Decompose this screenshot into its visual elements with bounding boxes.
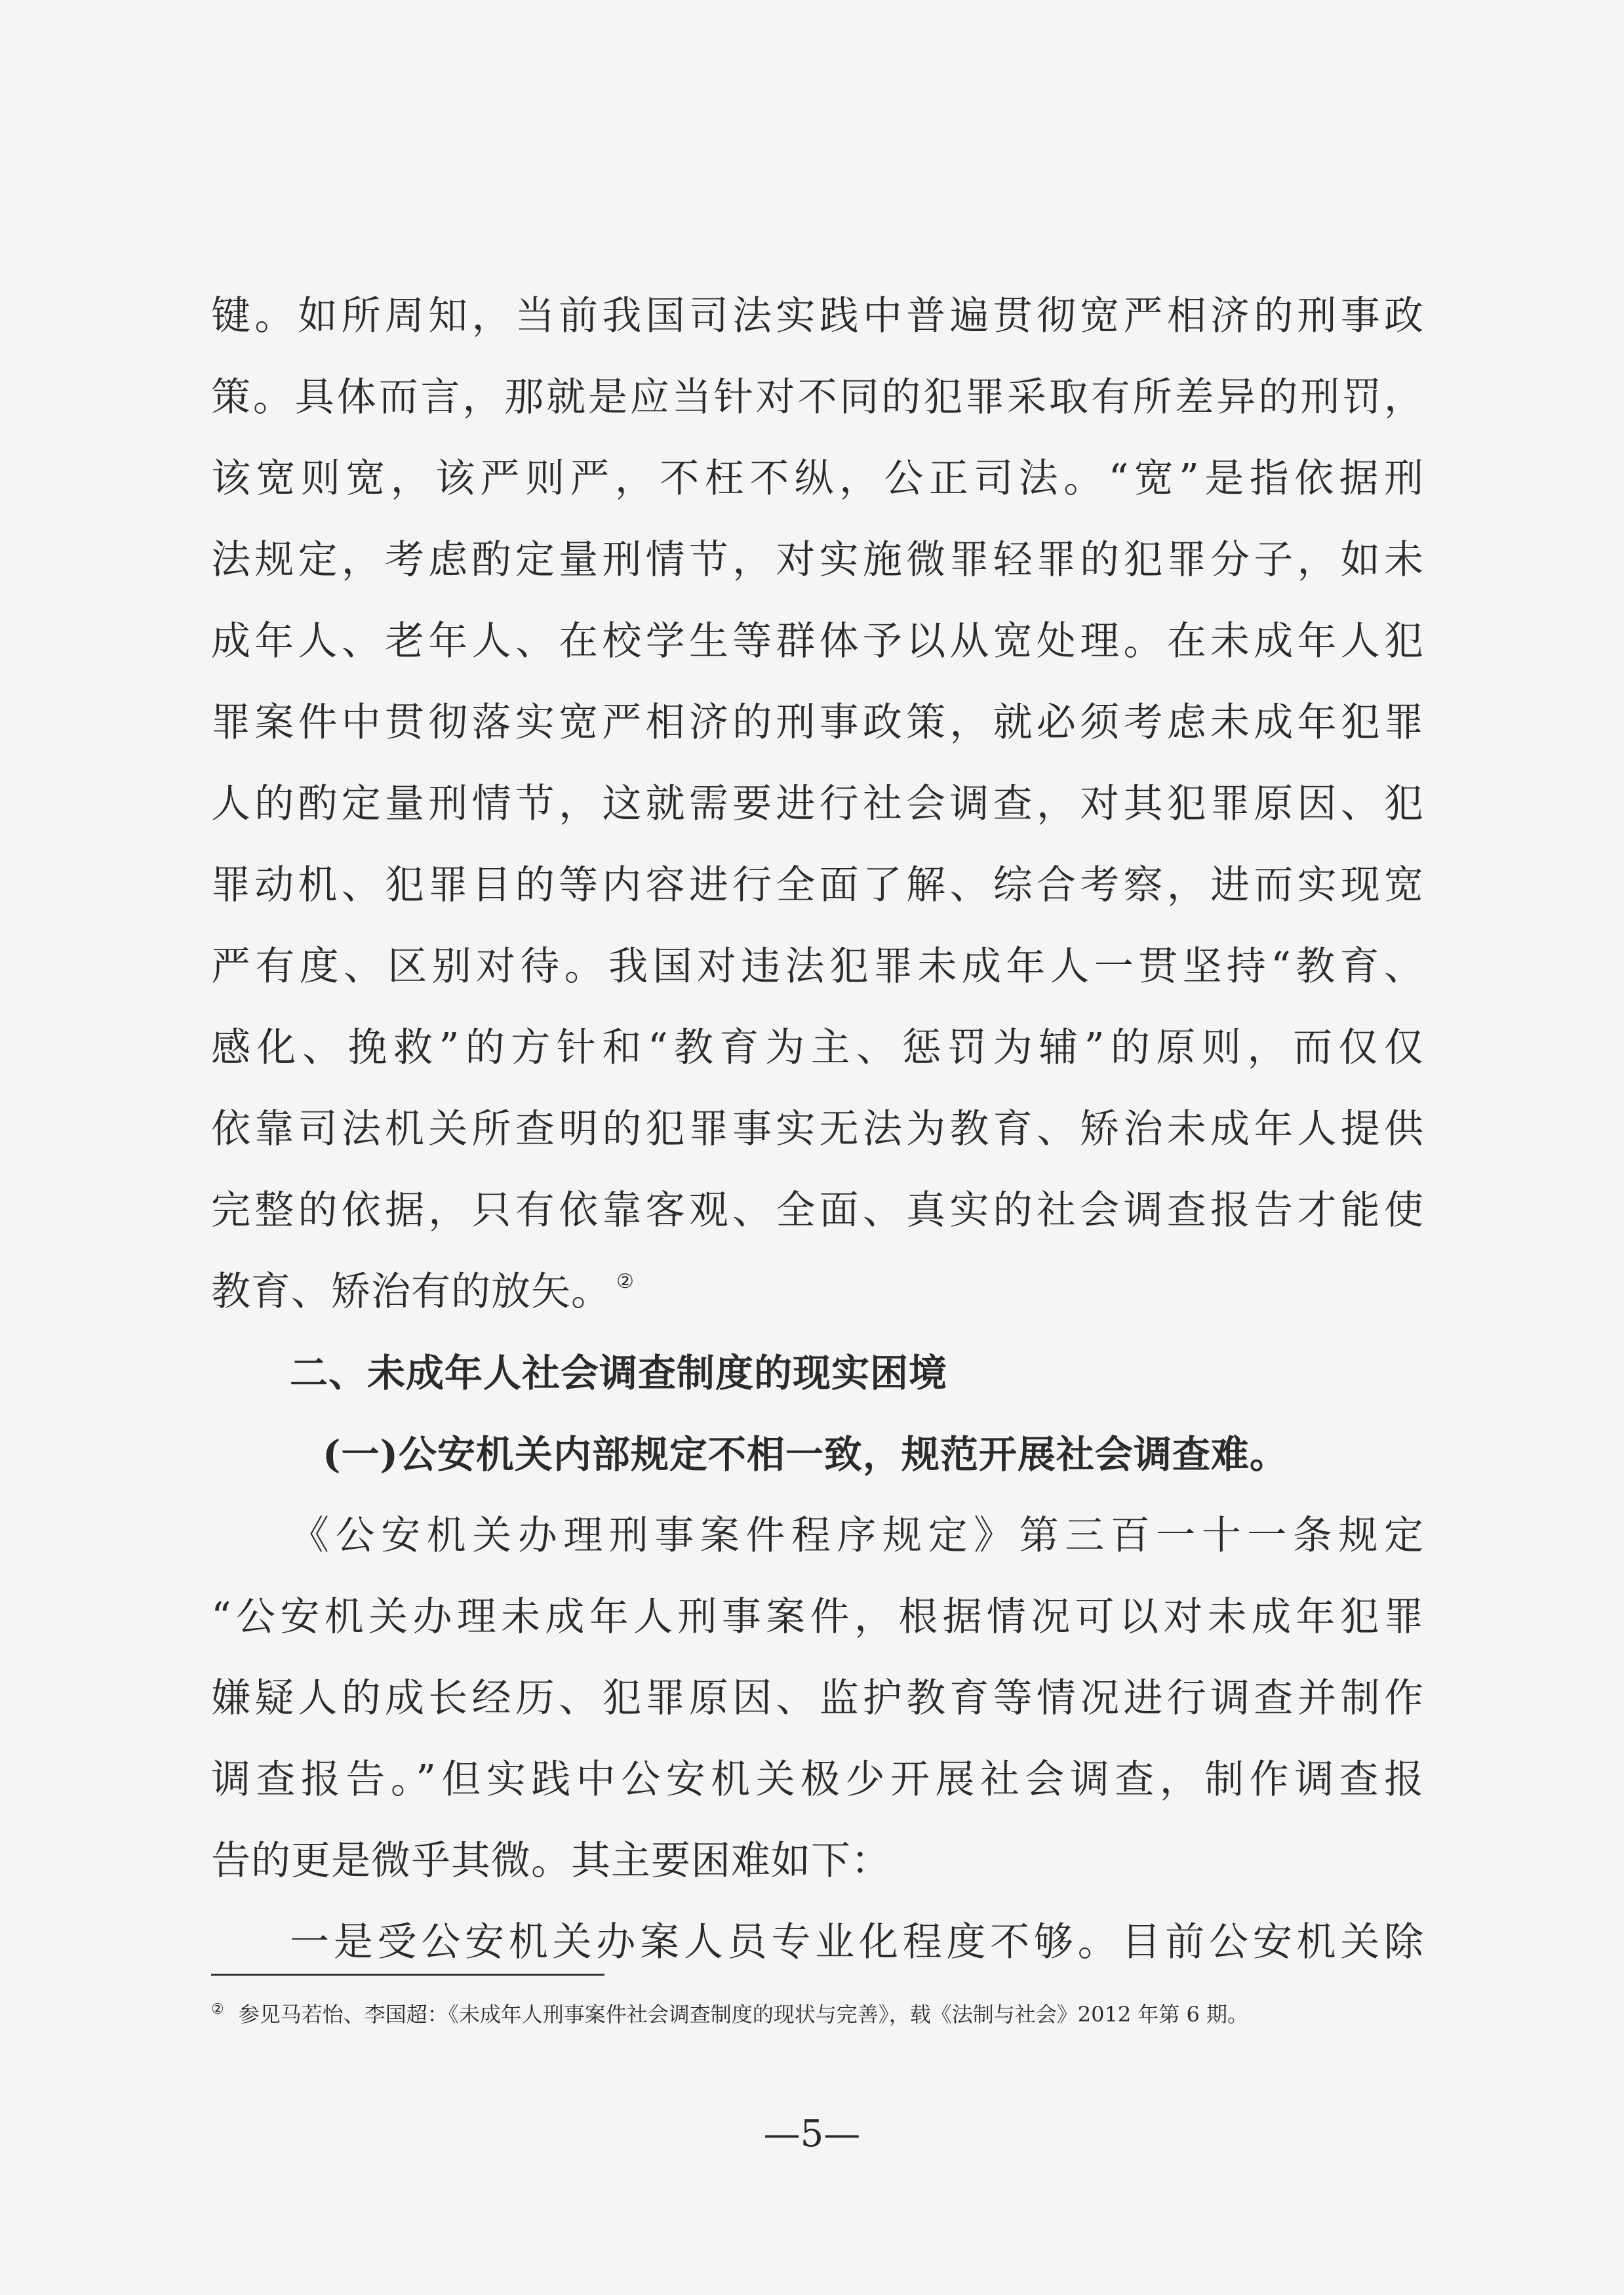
- footnote-reference[interactable]: ②: [616, 1270, 635, 1293]
- text-line: 策。具体而言，那就是应当针对不同的犯罪采取有所差异的刑罚，: [211, 374, 1424, 420]
- text-line: 该宽则宽，该严则严，不枉不纵，公正司法。“宽”是指依据刑: [211, 456, 1424, 502]
- section-heading: 二、未成年人社会调查制度的现实困境: [290, 1351, 948, 1395]
- text-line: 教育、矫治有的放矢。: [211, 1269, 611, 1315]
- text-line: 调查报告。”但实践中公安机关极少开展社会调查，制作调查报: [211, 1757, 1424, 1803]
- text-line: “公安机关办理未成年人刑事案件，根据情况可以对未成年犯罪: [211, 1594, 1424, 1640]
- text-line: 键。如所周知，当前我国司法实践中普遍贯彻宽严相济的刑事政: [211, 293, 1424, 339]
- text-line: 感化、挽救”的方针和“教育为主、惩罚为辅”的原则，而仅仅: [211, 1025, 1424, 1071]
- text-line: 罪动机、犯罪目的等内容进行全面了解、综合考察，进而实现宽: [211, 862, 1424, 908]
- footnote-text: 参见马若怡、李国超：《未成年人刑事案件社会调查制度的现状与完善》，载《法制与社会》2012 年第 6 期。: [238, 2002, 1249, 2027]
- page-number: —5—: [763, 2113, 861, 2155]
- footnote-divider: [211, 1974, 604, 1976]
- text-line: 告的更是微乎其微。其主要困难如下：: [211, 1838, 891, 1884]
- text-line-last: [211, 1251, 1424, 1332]
- text-line: 完整的依据，只有依靠客观、全面、真实的社会调查报告才能使: [211, 1187, 1424, 1233]
- body-text: [211, 275, 1424, 1983]
- text-line: 人的酌定量刑情节，这就需要进行社会调查，对其犯罪原因、犯: [211, 781, 1424, 827]
- text-line: 《公安机关办理刑事案件程序规定》第三百一十一条规定: [290, 1513, 1424, 1559]
- footnote: [211, 1993, 1424, 2031]
- text-line: 法规定，考虑酌定量刑情节，对实施微罪轻罪的犯罪分子，如未: [211, 537, 1424, 583]
- text-line: 罪案件中贯彻落实宽严相济的刑事政策，就必须考虑未成年犯罪: [211, 700, 1424, 746]
- text-line: 成年人、老年人、在校学生等群体予以从宽处理。在未成年人犯: [211, 618, 1424, 664]
- text-line: 一是受公安机关办案人员专业化程度不够。目前公安机关除: [290, 1919, 1424, 1965]
- text-line: 依靠司法机关所查明的犯罪事实无法为教育、矫治未成年人提供: [211, 1106, 1424, 1152]
- text-line: 嫌疑人的成长经历、犯罪原因、监护教育等情况进行调查并制作: [211, 1675, 1424, 1721]
- subsection-heading: (一)公安机关内部规定不相一致，规范开展社会调查难。: [323, 1432, 1288, 1477]
- text-line: 严有度、区别对待。我国对违法犯罪未成年人一贯坚持“教育、: [211, 944, 1424, 989]
- footnote-mark: ②: [211, 2001, 224, 2018]
